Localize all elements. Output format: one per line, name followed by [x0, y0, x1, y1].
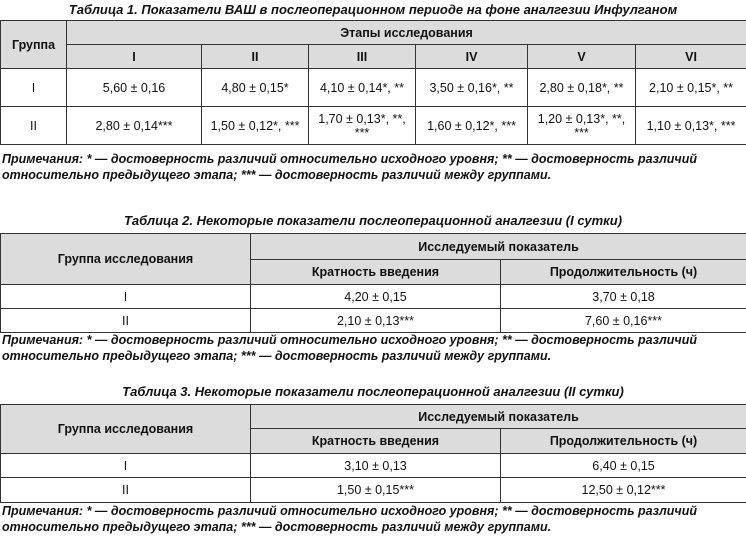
- group-cell: I: [1, 454, 251, 478]
- table1-stage-header: IV: [416, 45, 528, 69]
- table-row: [1, 285, 746, 309]
- value-cell: 12,50 ± 0,12***: [501, 478, 746, 503]
- group-cell: I: [1, 69, 67, 107]
- table1: [0, 20, 746, 145]
- value-cell: 2,10 ± 0,13***: [251, 309, 501, 333]
- table3-caption: Таблица 3. Некоторые показатели послеоперационной аналгезии (II сутки): [122, 384, 624, 399]
- table2-caption: Таблица 2. Некоторые показатели послеоперационной аналгезии (I сутки): [123, 213, 623, 228]
- table3-col2-header: Продолжительность (ч): [501, 429, 746, 454]
- value-cell: 1,50 ± 0,15***: [251, 478, 501, 503]
- table3-group-header: Группа исследования: [1, 405, 251, 454]
- table3-param-header: Исследуемый показатель: [251, 405, 746, 429]
- table2-group-header: Группа исследования: [1, 234, 251, 285]
- table1-stage-header: VI: [636, 45, 746, 69]
- value-cell: 1,50 ± 0,12*, ***: [202, 107, 309, 145]
- table1-stages-header: Этапы исследования: [67, 21, 746, 45]
- table1-group-header: Группа: [1, 21, 67, 69]
- table1-stage-header: II: [202, 45, 309, 69]
- table1-stage-header: III: [309, 45, 416, 69]
- group-cell: II: [1, 107, 67, 145]
- value-cell: 1,10 ± 0,13*, ***: [636, 107, 746, 145]
- value-cell: 1,60 ± 0,12*, ***: [416, 107, 528, 145]
- table2-param-header: Исследуемый показатель: [251, 234, 746, 260]
- group-cell: II: [1, 309, 251, 333]
- table-row: [1, 454, 746, 478]
- table-row: [1, 107, 746, 145]
- value-cell: 3,50 ± 0,16*, **: [416, 69, 528, 107]
- value-cell: 4,20 ± 0,15: [251, 285, 501, 309]
- table-row: [1, 478, 746, 503]
- table2-note: Примечания: * — достоверность различий относительно исходного уровня; ** — достоверность различий относительно предыдущего этапа; *** — достоверность различий между группами.: [2, 333, 697, 363]
- table1-stage-header: I: [67, 45, 202, 69]
- value-cell: 5,60 ± 0,16: [67, 69, 202, 107]
- value-cell: 3,70 ± 0,18: [501, 285, 746, 309]
- table2-col1-header: Кратность введения: [251, 260, 501, 285]
- value-cell: 3,10 ± 0,13: [251, 454, 501, 478]
- table3-note: Примечания: * — достоверность различий относительно исходного уровня; ** — достоверность различий относительно предыдущего этапа; *** — достоверность различий между группами.: [2, 504, 697, 534]
- value-cell: 7,60 ± 0,16***: [501, 309, 746, 333]
- value-cell: 4,10 ± 0,14*, **: [309, 69, 416, 107]
- group-cell: I: [1, 285, 251, 309]
- table3: [0, 404, 746, 503]
- group-cell: II: [1, 478, 251, 503]
- table3-col1-header: Кратность введения: [251, 429, 501, 454]
- value-cell: 2,80 ± 0,18*, **: [528, 69, 636, 107]
- value-cell: 6,40 ± 0,15: [501, 454, 746, 478]
- table1-note: Примечания: * — достоверность различий относительно исходного уровня; ** — достоверность различий относительно предыдущего этапа; *** — достоверность различий между группами.: [2, 152, 697, 182]
- table2-col2-header: Продолжительность (ч): [501, 260, 746, 285]
- value-cell: 2,10 ± 0,15*, **: [636, 69, 746, 107]
- table-row: [1, 69, 746, 107]
- value-cell: 1,70 ± 0,13*, **, ***: [309, 107, 416, 145]
- value-cell: 4,80 ± 0,15*: [202, 69, 309, 107]
- table1-stage-header: V: [528, 45, 636, 69]
- table-row: [1, 309, 746, 333]
- value-cell: 2,80 ± 0,14***: [67, 107, 202, 145]
- table2: [0, 233, 746, 333]
- value-cell: 1,20 ± 0,13*, **, ***: [528, 107, 636, 145]
- table1-caption: Таблица 1. Показатели ВАШ в послеоперационном периоде на фоне аналгезии Инфулганом: [68, 2, 678, 17]
